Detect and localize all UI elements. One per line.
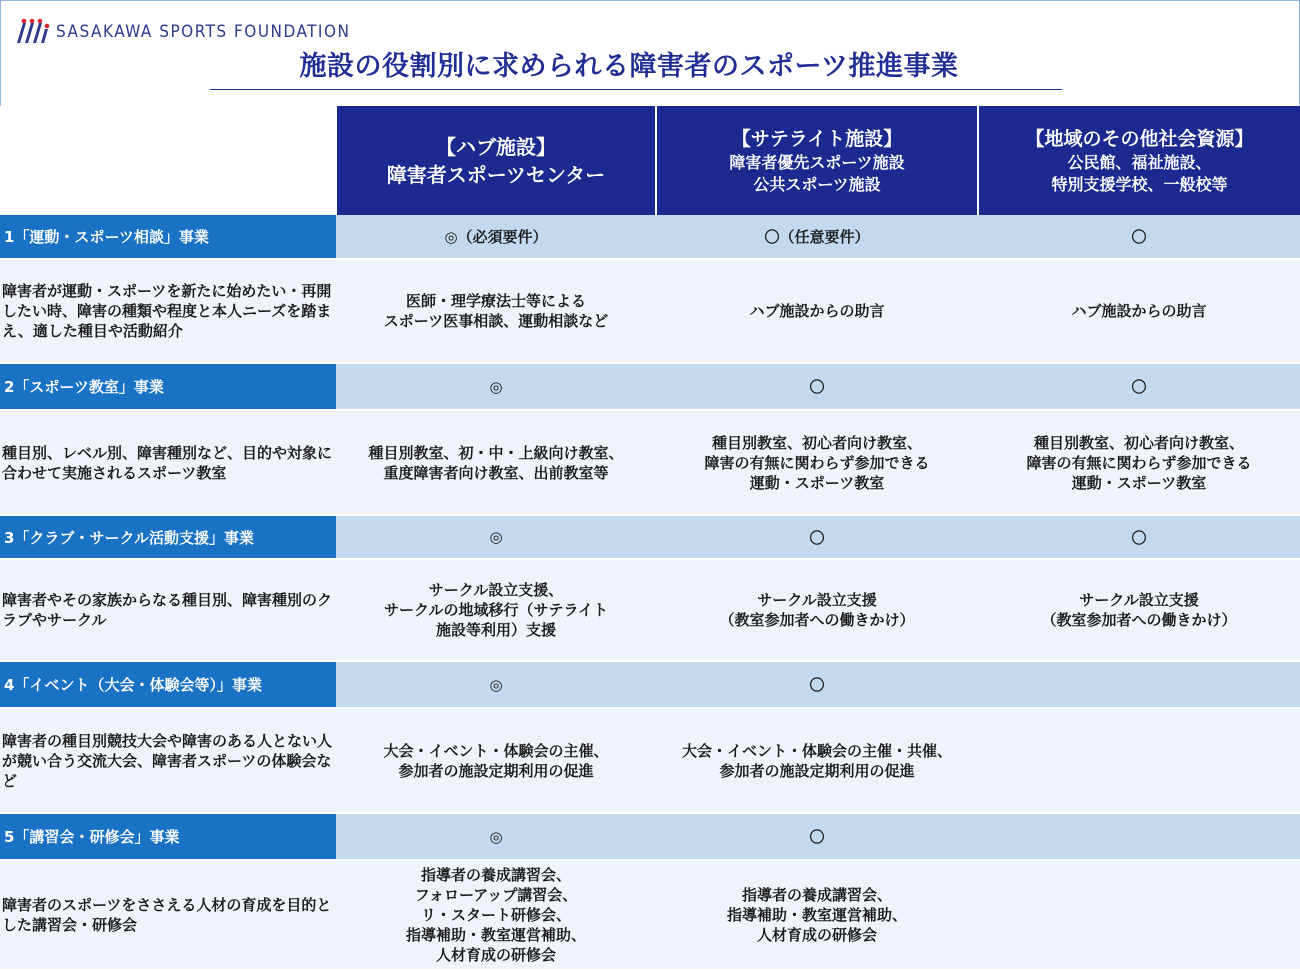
table-cell [656,259,978,363]
description-row [0,410,1300,515]
section-title: 1「運動・スポーツ相談」事業 [0,215,336,259]
table-cell [978,860,1300,970]
requirement-mark [978,813,1300,860]
section-title: 4「イベント（大会・体験会等）」事業 [0,661,336,708]
table-cell [656,410,978,515]
table-cell [656,708,978,813]
row-description: 障害者が運動・スポーツを新たに始めたい・再開したい時、障害の種類や程度と本人ニーズを踏まえ、適した種目や活動紹介 [0,259,336,363]
requirement-mark: 〇 [656,363,978,410]
cell-text: 種目別教室、初心者向け教室、 障害の有無に関わらず参加できる 運動・スポーツ教室 [1026,433,1252,492]
table-cell [336,860,656,970]
brand-name: SASAKAWA SPORTS FOUNDATION [56,22,351,42]
requirement-mark: ◎ [336,813,656,860]
section-row [0,515,1300,559]
column-header-satellite [656,106,978,215]
section-row [0,661,1300,708]
section-title: 5「講習会・研修会」事業 [0,813,336,860]
table-cell [336,259,656,363]
page-title: 施設の役割別に求められる障害者のスポーツ推進事業 [299,51,959,82]
column-header-title: 【ハブ施設】 [436,134,556,159]
table-cell [336,559,656,661]
section-row [0,813,1300,860]
section-title: 3「クラブ・サークル活動支援」事業 [0,515,336,559]
column-header-title: 【サテライト施設】 [731,127,903,150]
cell-text: 種目別教室、初・中・上級向け教室、 重度障害者向け教室、出前教室等 [368,443,624,482]
row-description: 障害者やその家族からなる種目別、障害種別のクラブやサークル [0,559,336,661]
corner-cell [0,106,336,215]
table-cell [978,259,1300,363]
cell-text: サークル設立支援 （教室参加者への働きかけ） [719,591,915,629]
cell-text: 指導者の養成講習会、 フォローアップ講習会、 リ・スタート研修会、 指導補助・教室運営補助、 人材育成の研修会 [405,866,586,964]
cell-text: 医師・理学療法士等による スポーツ医事相談、運動相談など [383,292,609,330]
cell-text: 大会・イベント・体験会の主催・共催、 参加者の施設定期利用の促進 [681,741,952,780]
description-row [0,860,1300,970]
ssf-logo-icon [14,17,50,47]
requirement-mark: ◎ [336,515,656,559]
requirement-mark: 〇 [656,661,978,708]
section-row [0,215,1300,259]
requirement-mark: 〇 [656,813,978,860]
column-header-subtitle: 公民館、福祉施設、 特別支援学校、一般校等 [1051,152,1228,194]
requirement-mark: 〇 [978,215,1300,259]
row-description: 障害者の種目別競技大会や障害のある人とない人が競い合う交流大会、障害者スポーツの体験会など [0,708,336,813]
requirement-mark: ◎ [336,363,656,410]
column-header-hub [336,106,656,215]
business-table [0,106,1300,971]
column-header-row [0,106,1300,215]
requirement-mark [978,661,1300,708]
requirement-mark: 〇 [978,515,1300,559]
cell-text: ハブ施設からの助言 [1071,302,1207,320]
column-header-subtitle: 障害者スポーツセンター [386,162,606,187]
section-row [0,363,1300,410]
requirement-mark: 〇 [978,363,1300,410]
title-underline [210,89,1062,90]
cell-text: ハブ施設からの助言 [749,302,885,320]
cell-text: サークル設立支援 （教室参加者への働きかけ） [1041,591,1237,629]
description-row [0,708,1300,813]
description-row [0,259,1300,363]
cell-text: 指導者の養成講習会、 指導補助・教室運営補助、 人材育成の研修会 [726,886,907,944]
table-cell [336,708,656,813]
table-cell [978,410,1300,515]
requirement-mark: ◎ [336,661,656,708]
cell-text: 大会・イベント・体験会の主催、 参加者の施設定期利用の促進 [383,741,609,780]
cell-text: 種目別教室、初心者向け教室、 障害の有無に関わらず参加できる 運動・スポーツ教室 [704,433,930,492]
column-header-subtitle: 障害者優先スポーツ施設 公共スポーツ施設 [729,152,905,194]
table-cell [978,559,1300,661]
requirement-mark: 〇 [656,515,978,559]
table-cell [978,708,1300,813]
table-cell [656,559,978,661]
requirement-mark: 〇（任意要件） [656,215,978,259]
row-description: 障害者のスポーツをささえる人材の育成を目的とした講習会・研修会 [0,860,336,970]
column-header-community [978,106,1300,215]
table-cell [656,860,978,970]
cell-text: サークル設立支援、 サークルの地域移行（サテライト 施設等利用）支援 [383,581,609,639]
row-description: 種目別、レベル別、障害種別など、目的や対象に合わせて実施されるスポーツ教室 [0,410,336,515]
requirement-mark: ◎（必須要件） [336,215,656,259]
section-title: 2「スポーツ教室」事業 [0,363,336,410]
description-row [0,559,1300,661]
table-cell [336,410,656,515]
column-header-title: 【地域のその他社会資源】 [1025,127,1254,150]
